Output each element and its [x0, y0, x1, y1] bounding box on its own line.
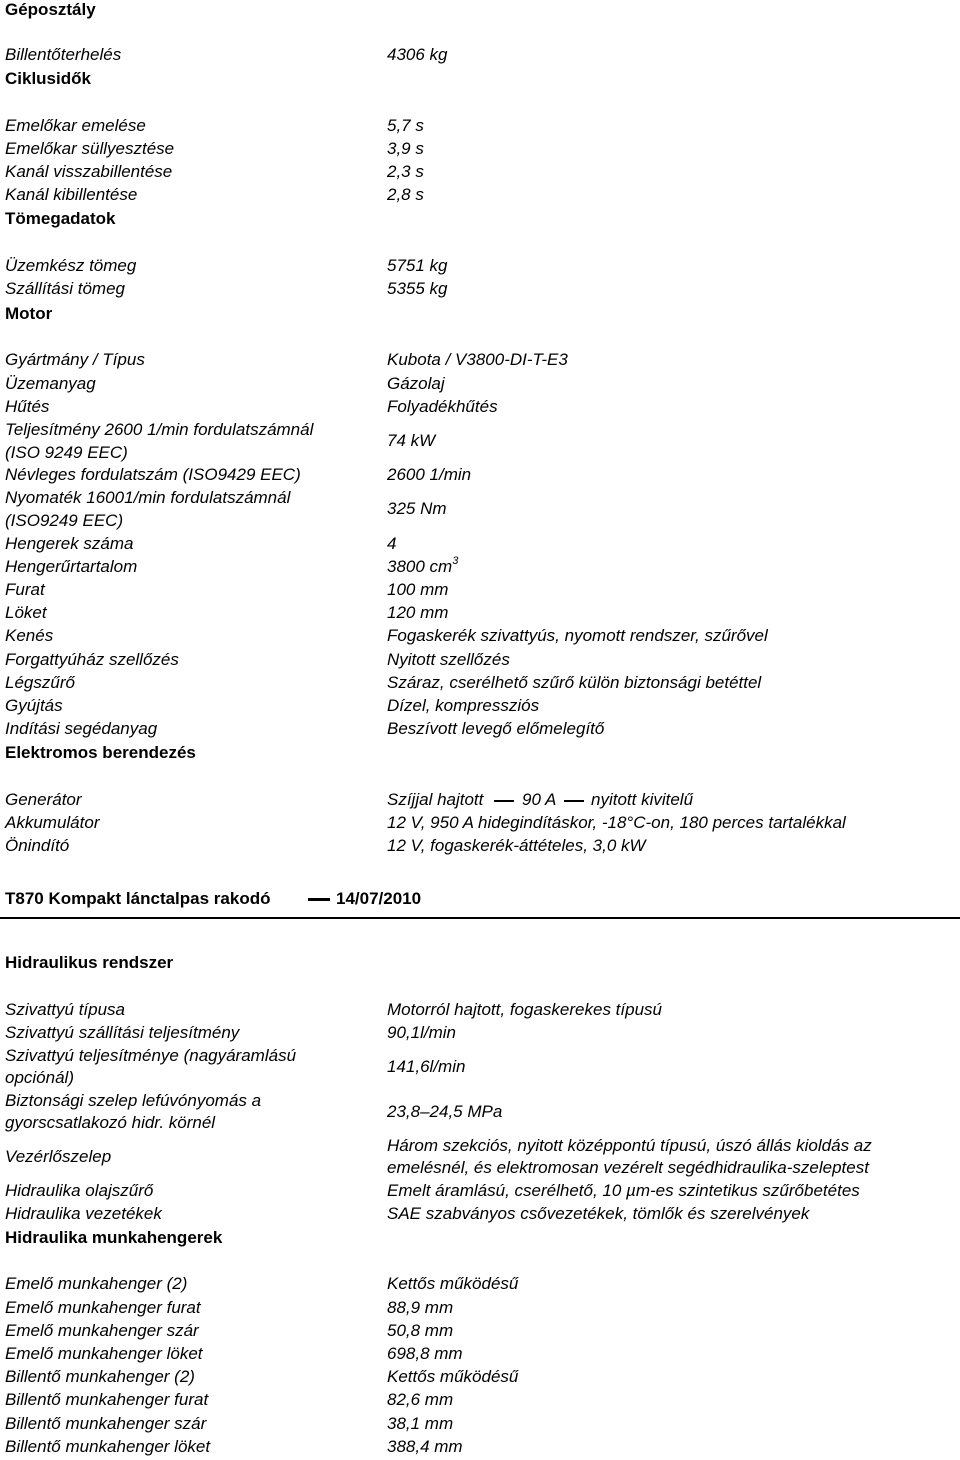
spec-label: Szivattyú szállítási teljesítmény [5, 1023, 240, 1042]
spec-value: 38,1 mm [387, 1414, 454, 1433]
spec-value: 5355 kg [387, 279, 448, 298]
spec-label: Szivattyú teljesítménye (nagyáramlású [5, 1046, 297, 1065]
spec-label: Generátor [5, 790, 82, 809]
spec-value: 120 mm [387, 603, 449, 622]
spec-label: (ISO 9249 EEC) [5, 443, 128, 462]
spec-label: Hengerűrtartalom [5, 557, 138, 576]
spec-label: Szállítási tömeg [5, 279, 125, 298]
spec-label: Gyújtás [5, 696, 63, 715]
spec-label: Emelőkar emelése [5, 116, 146, 135]
spec-value: 82,6 mm [387, 1390, 454, 1409]
spec-value: 88,9 mm [387, 1298, 454, 1317]
spec-label: Légszűrő [5, 673, 75, 692]
spec-value: Fogaskerék szivattyús, nyomott rendszer, szűrővel [387, 626, 768, 645]
spec-value: 5,7 s [387, 116, 424, 135]
section-title-elektromos: Elektromos berendezés [5, 743, 196, 762]
spec-label: Billentő munkahenger löket [5, 1437, 211, 1456]
spec-label: Indítási segédanyag [5, 719, 158, 738]
spec-label: Szivattyú típusa [5, 1000, 126, 1019]
document-footer-date: 14/07/2010 [336, 889, 422, 908]
footer-dash [308, 898, 330, 901]
spec-value: Három szekciós, nyitott középpontú típusú, úszó állás kioldás az [387, 1136, 872, 1155]
spec-label: Billentőterhelés [5, 45, 122, 64]
spec-label: Teljesítmény 2600 1/min fordulatszámnál [5, 420, 314, 439]
spec-value: 3,9 s [387, 139, 424, 158]
spec-value: 90 A [522, 790, 557, 809]
spec-value: 2,8 s [387, 185, 424, 204]
spec-value: 141,6l/min [387, 1057, 466, 1076]
section-title-tomegadatok: Tömegadatok [5, 209, 116, 228]
section-title-hidraulikus: Hidraulikus rendszer [5, 953, 174, 972]
spec-value: Beszívott levegő előmelegítő [387, 719, 605, 738]
spec-value: Dízel, kompressziós [387, 696, 540, 715]
section-title-geposztaly: Géposztály [5, 0, 96, 19]
spec-label: Névleges fordulatszám (ISO9429 EEC) [5, 465, 301, 484]
section-title-motor: Motor [5, 304, 53, 323]
spec-label: (ISO9249 EEC) [5, 511, 124, 530]
spec-value: 4 [387, 534, 397, 553]
spec-label: gyorscsatlakozó hidr. körnél [5, 1113, 216, 1132]
spec-value-text: 3800 cm [387, 557, 453, 576]
spec-label: Gyártmány / Típus [5, 350, 145, 369]
spec-value: 90,1l/min [387, 1023, 456, 1042]
spec-label: Emelő munkahenger szár [5, 1321, 199, 1340]
page-divider [0, 917, 960, 919]
spec-label: Emelő munkahenger löket [5, 1344, 203, 1363]
spec-label: Hengerek száma [5, 534, 134, 553]
spec-label: opciónál) [5, 1068, 74, 1087]
spec-label: Hűtés [5, 397, 50, 416]
spec-label: Kenés [5, 626, 54, 645]
spec-value: Gázolaj [387, 374, 445, 393]
spec-value: 4306 kg [387, 45, 448, 64]
spec-value: 50,8 mm [387, 1321, 454, 1340]
spec-label: Emelő munkahenger furat [5, 1298, 201, 1317]
spec-value [387, 556, 458, 577]
spec-value: 2600 1/min [387, 465, 472, 484]
spec-value: Kubota / V3800-DI-T-E3 [387, 350, 568, 369]
spec-label: Üzemkész tömeg [5, 256, 137, 275]
spec-label: Biztonsági szelep lefúvónyomás a [5, 1091, 262, 1110]
spec-label: Hidraulika olajszűrő [5, 1181, 154, 1200]
spec-label: Üzemanyag [5, 374, 96, 393]
superscript: 3 [452, 555, 459, 568]
spec-label: Önindító [5, 836, 70, 855]
spec-value: Kettős működésű [387, 1367, 519, 1386]
spec-value: 12 V, fogaskerék-áttételes, 3,0 kW [387, 836, 646, 855]
spec-value: 5751 kg [387, 256, 448, 275]
spec-label: Furat [5, 580, 45, 599]
spec-label: Löket [5, 603, 47, 622]
dash-line [494, 800, 514, 802]
spec-label: Kanál kibillentése [5, 185, 138, 204]
spec-value: 325 Nm [387, 499, 447, 518]
spec-value: 698,8 mm [387, 1344, 463, 1363]
spec-value: 100 mm [387, 580, 449, 599]
spec-label: Akkumulátor [5, 813, 100, 832]
spec-value: 12 V, 950 A hidegindításkor, -18°C-on, 180 perces tartalékkal [387, 813, 846, 832]
spec-value: nyitott kivitelű [591, 790, 694, 809]
document-footer-model: T870 Kompakt lánctalpas rakodó [5, 889, 271, 908]
spec-label: Kanál visszabillentése [5, 162, 173, 181]
spec-value: 2,3 s [387, 162, 424, 181]
spec-value: Folyadékhűtés [387, 397, 498, 416]
spec-label: Vezérlőszelep [5, 1147, 112, 1166]
spec-value: 388,4 mm [387, 1437, 463, 1456]
spec-value: Motorról hajtott, fogaskerekes típusú [387, 1000, 662, 1019]
spec-label: Emelőkar süllyesztése [5, 139, 175, 158]
spec-label: Billentő munkahenger (2) [5, 1367, 195, 1386]
spec-label: Billentő munkahenger szár [5, 1414, 207, 1433]
spec-value: 23,8–24,5 MPa [387, 1102, 503, 1121]
spec-value: 74 kW [387, 431, 436, 450]
spec-value: Szíjjal hajtott [387, 790, 484, 809]
spec-label: Nyomaték 16001/min fordulatszámnál [5, 488, 291, 507]
spec-value: emelésnél, és elektromosan vezérelt segédhidraulika-szeleptest [387, 1158, 869, 1177]
dash-line [564, 800, 584, 802]
spec-label: Billentő munkahenger furat [5, 1390, 209, 1409]
spec-value: SAE szabványos csővezetékek, tömlők és szerelvények [387, 1204, 810, 1223]
section-title-munkahengerek: Hidraulika munkahengerek [5, 1228, 223, 1247]
spec-label: Forgattyúház szellőzés [5, 650, 179, 669]
spec-label: Hidraulika vezetékek [5, 1204, 162, 1223]
spec-value: Emelt áramlású, cserélhető, 10 µm-es szintetikus szűrőbetétes [387, 1181, 860, 1200]
section-title-ciklusidok: Ciklusidők [5, 69, 91, 88]
spec-label: Emelő munkahenger (2) [5, 1274, 188, 1293]
spec-value: Nyitott szellőzés [387, 650, 510, 669]
spec-value: Kettős működésű [387, 1274, 519, 1293]
spec-value: Száraz, cserélhető szűrő külön biztonsági betéttel [387, 673, 762, 692]
